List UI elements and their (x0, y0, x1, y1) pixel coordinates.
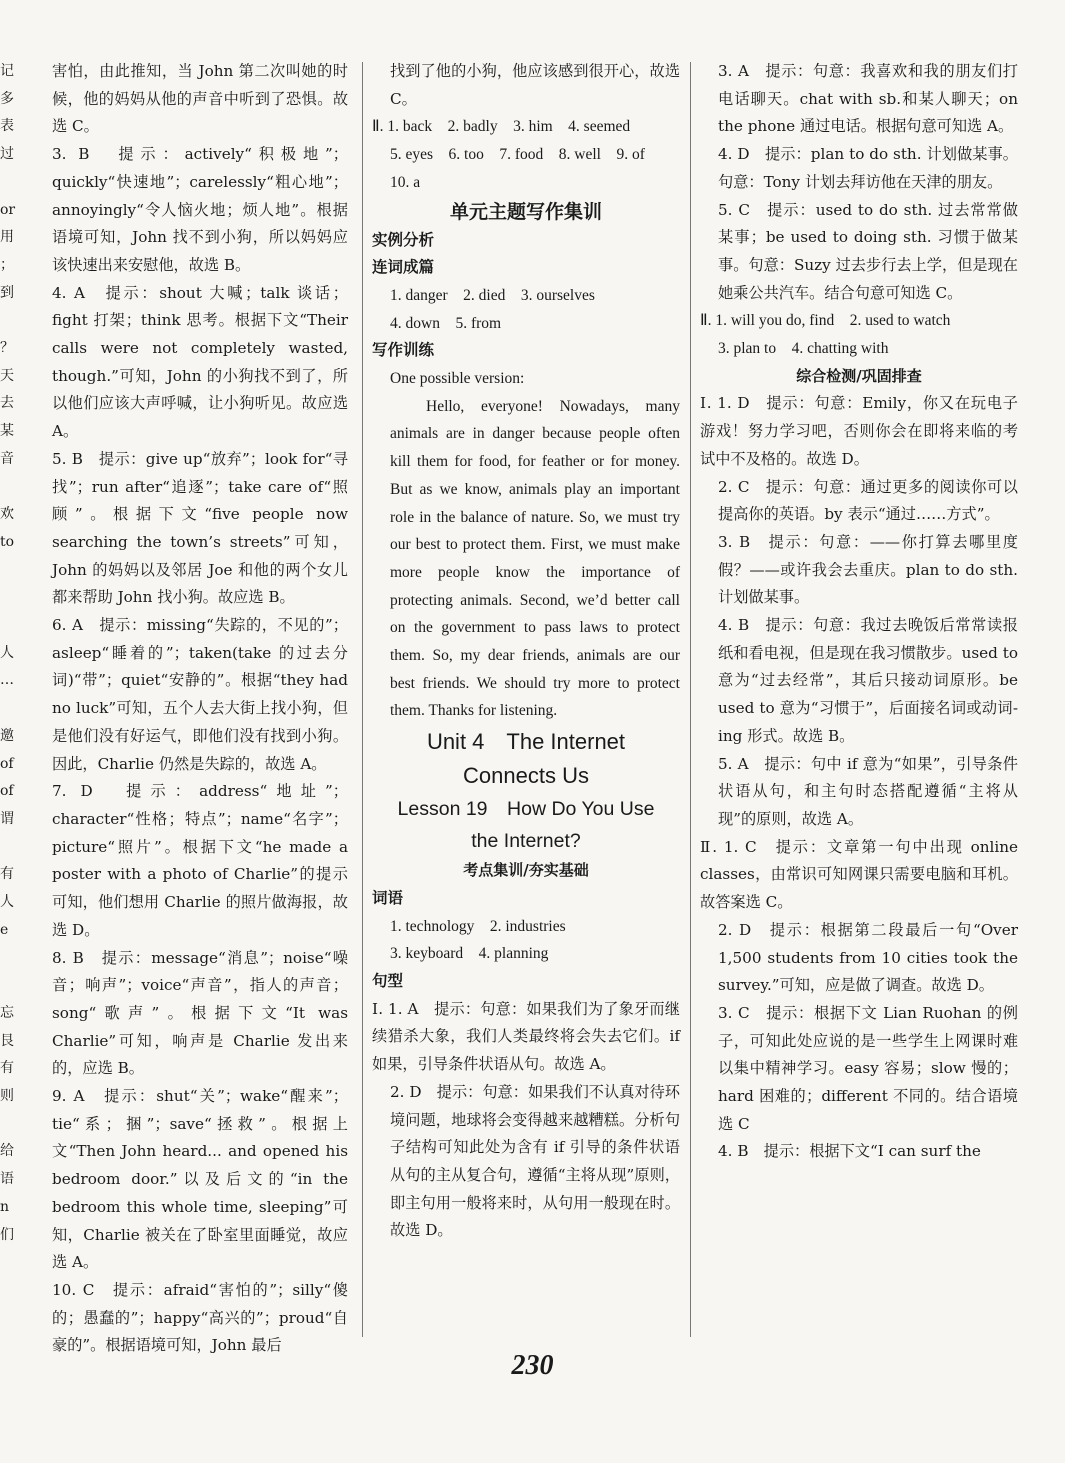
answer-item: 2. C 提示：句意：通过更多的阅读你可以提高你的英语。by 表示“通过……方式”。 (718, 477, 1018, 524)
answer-item: 10. C 提示：afraid“害怕的”；silly“傻的；愚蠢的”；happy“高兴的”；proud“自豪的”。根据语境可知，John 最后 (52, 1280, 348, 1355)
margin-fragment (0, 945, 20, 973)
answer-item: 4. D 提示：plan to do sth. 计划做某事。句意：Tony 计划去拜访他在天津的朋友。 (718, 145, 1018, 191)
margin-fragment: 去 (0, 395, 14, 412)
answer-item: 害怕，由此推知，当 John 第二次叫她的时候，他的妈妈从他的声音中听到了恐惧。故选 C。 (52, 62, 348, 136)
margin-fragment: 多 (0, 90, 14, 107)
margin-fragment: 谓 (0, 810, 14, 827)
column-divider (690, 62, 691, 1337)
margin-fragment (0, 169, 20, 197)
margin-fragment: 到 (0, 284, 14, 301)
answer-line: 10. a (390, 173, 421, 191)
section-heading: 实例分析 (372, 230, 435, 249)
answer-item: Ⅰ. 1. D 提示：句意：Emily，你又在玩电子游戏！努力学习吧，否则你会在即将来临的考试中不及格的。故选 D。 (700, 394, 1018, 468)
margin-fragment (0, 972, 20, 1000)
answer-item: 3. A 提示：句意：我喜欢和我的朋友们打电话聊天。chat with sb.和某人聊天；on the phone 通过电话。根据句意可知选 A。 (718, 62, 1018, 136)
margin-fragment: of (0, 755, 14, 772)
answer-line: Ⅱ. 1. will you do, find 2. used to watch (700, 312, 951, 330)
margin-fragment (0, 584, 20, 612)
answer-line: Ⅱ. 1. back 2. badly 3. him 4. seemed (372, 118, 631, 136)
margin-fragment: 记 (0, 63, 14, 79)
answer-line: 5. eyes 6. too 7. food 8. well 9. of (390, 146, 645, 164)
margin-fragment: of (0, 783, 14, 800)
answer-item: 2. D 提示：句意：如果我们不认真对待环境问题，地球将会变得越来越糟糕。分析句子结构可知此处为含有 if 引导的条件状语从句的主从复合句，遵循“主将从现”原则，即主句用一般将来时，从句用一般现在时。故选 D。 (390, 1082, 680, 1240)
margin-fragment: 艮 (0, 1032, 14, 1049)
answer-line: 4. down 5. from (390, 314, 502, 332)
column-2 (372, 58, 680, 1245)
essay-text: Hello, everyone! Nowadays, many animals are in danger because people often kill them for food, for feather or for money. But as we know, animals play an important role in the balance of nature. So, we must try our best to protect them. First, we must make more people know the importance of protecting animals. Second, we’d better call on the government to pass laws to protect them. So, my dear friends, animals are our best friends. We should try more to protect them. Thanks for listening. (390, 397, 680, 720)
margin-fragment: 忘 (0, 1004, 14, 1021)
margin-fragment (0, 474, 20, 502)
unit-title: Connects Us (463, 763, 589, 789)
section-heading: 句型 (372, 971, 404, 990)
margin-fragment: 某 (0, 423, 14, 440)
margin-fragment: 有 (0, 866, 14, 883)
lesson-title: the Internet? (471, 830, 581, 853)
margin-fragment: 天 (0, 367, 14, 384)
answer-line: 3. keyboard 4. planning (390, 945, 549, 963)
answer-line: 3. plan to 4. chatting with (718, 340, 889, 358)
margin-fragment: ？ (0, 340, 14, 357)
margin-fragment: 语 (0, 1171, 14, 1188)
lesson-title: Lesson 19 How Do You Use (397, 798, 655, 821)
answer-item: 8. B 提示：message“消息”；noise“噪音；响声”；voice“声音”，指人的声音；song“歌声”。根据下文“It was Charlie”可知，响声是 Charlie 发出来的，应选 B。 (52, 948, 348, 1078)
margin-fragment: or (0, 201, 16, 218)
section-title: 单元主题写作集训 (449, 200, 602, 223)
version-label: One possible version: (390, 370, 525, 388)
answer-item: 3. B 提示：actively“积极地”；quickly“快速地”；carelessly“粗心地”；annoyingly“令人恼火地；烦人地”。根据语境可知，John 找不到小狗，所以妈妈应该快速出来安慰他，故选 B。 (52, 145, 348, 274)
margin-fragment: 人 (0, 644, 14, 661)
margin-fragment (0, 695, 20, 723)
answer-item: 4. B 提示：句意：我过去晚饭后常常读报纸和看电视，但是现在我习惯散步。used to 意为“过去经常”，其后只接动词原形。be used to 意为“习惯于”，后面接名词或动词-ing 形式。故选 B。 (718, 616, 1018, 745)
margin-fragment (0, 1111, 20, 1139)
margin-fragment: 给 (0, 1143, 14, 1160)
answer-item: 找到了他的小狗，他应该感到很开心，故选 C。 (390, 62, 680, 108)
answer-item: 5. C 提示：used to do sth. 过去常常做某事；be used to doing sth. 习惯于做某事。句意：Suzy 过去步行去上学，但是现在她乘公共汽车。结合句意可知选 C。 (718, 200, 1018, 302)
margin-fragment: n (0, 1198, 10, 1215)
column-divider (362, 62, 363, 1337)
margin-fragment: 们 (0, 1226, 14, 1243)
margin-fragment (0, 557, 20, 585)
unit-title: Unit 4 The Internet (426, 729, 626, 755)
margin-fragment: 则 (0, 1088, 14, 1105)
answer-item: 4. A 提示：shout 大喊；talk 谈话；fight 打架；think 思考。根据下文“Their calls were not completely wasted, though.”可知，John 的小狗找不到了，所以他们应该大声呼喊，让小狗听见。故应选 A。 (52, 283, 348, 441)
answer-item: 3. C 提示：根据下文 Lian Ruohan 的例子，可知此处应说的是一些学生上网课时难以集中精神学习。easy 容易；slow 慢的；hard 困难的；different 不同的。结合语境选 C (718, 1003, 1018, 1133)
answer-item: 2. D 提示：根据第二段最后一句“Over 1,500 students from 10 cities took the survey.”可知，应是做了调查。故选 D。 (718, 920, 1018, 995)
margin-fragment: 邀 (0, 727, 14, 744)
answer-item: 4. B 提示：根据下文“I can surf the (718, 1142, 981, 1161)
margin-fragment: 用 (0, 229, 14, 246)
section-heading: 写作训练 (372, 341, 435, 360)
section-title: 考点集训/夯实基础 (463, 861, 589, 880)
answer-item: Ⅱ. 1. C 提示：文章第一句中出现 online classes，由常识可知网课只需要电脑和耳机。故答案选 C。 (700, 837, 1018, 912)
page-number: 230 (511, 1350, 554, 1381)
margin-fragment (0, 307, 20, 335)
section-heading: 连词成篇 (372, 258, 435, 277)
margin-fragment: 音 (0, 450, 14, 467)
answer-item: 6. A 提示：missing“失踪的，不见的”；asleep“睡着的”；taken(take 的过去分词)“带”；quiet“安静的”。根据“they had no luck”可知，五个人去大街上找小狗，但是他们没有好运气，即他们没有找到小狗。因此，Charlie 仍然是失踪的，故选 A。 (52, 616, 348, 773)
margin-fragment: 人 (0, 894, 14, 911)
margin-fragment: e (0, 921, 9, 938)
margin-fragment: ； (0, 256, 14, 273)
margin-fragment: 欢 (0, 506, 14, 523)
answer-item: 5. A 提示：句中 if 意为“如果”，引导条件状语从句，和主句时态搭配遵循“主将从现”的原则，故选 A。 (718, 754, 1018, 828)
answer-line: 1. technology 2. industries (390, 917, 566, 935)
answer-item: 7. D 提示：address“地址”；character“性格；特点”；name“名字”；picture“照片”。根据下文“he made a poster with a photo of Charlie”的提示可知，他们想用 Charlie 的照片做海报，故选 D。 (52, 782, 348, 939)
margin-fragment (0, 834, 20, 862)
answer-item: 3. B 提示：句意：——你打算去哪里度假？——或许我会去重庆。plan to do sth.计划做某事。 (718, 532, 1018, 607)
margin-fragment (0, 612, 20, 640)
section-heading: 词语 (372, 888, 404, 907)
answer-item: Ⅰ. 1. A 提示：句意：如果我们为了象牙而继续猎杀大象，我们人类最终将会失去它们。if 如果，引导条件状语从句。故选 A。 (372, 999, 680, 1074)
column-3 (700, 58, 1018, 1166)
margin-fragment: 过 (0, 146, 14, 163)
left-margin-fragments (0, 58, 20, 1249)
answer-item: 9. A 提示：shut“关”；wake“醒来”；tie“系；捆”；save“拯救”。根据上文“Then John heard... and opened his bedroom door.”以及后文的“in the bedroom this whole time, sleeping”可知，Charlie 被关在了卧室里面睡觉，故应选 A。 (52, 1087, 348, 1272)
column-1 (52, 58, 348, 1360)
margin-fragment: 有 (0, 1060, 14, 1077)
margin-fragment: 表 (0, 118, 14, 135)
answer-item: 5. B 提示：give up“放弃”；look for“寻找”；run after“追逐”；take care of“照顾”。根据下文“five people now searching the town’s streets”可知，John 的妈妈以及邻居 Joe 和他的两个女儿都来帮助 John 找小狗。故应选 B。 (52, 449, 348, 607)
section-title: 综合检测/巩固排查 (796, 366, 922, 385)
margin-fragment: to (0, 533, 15, 550)
margin-fragment: … (0, 672, 14, 689)
answer-line: 1. danger 2. died 3. ourselves (390, 286, 595, 304)
